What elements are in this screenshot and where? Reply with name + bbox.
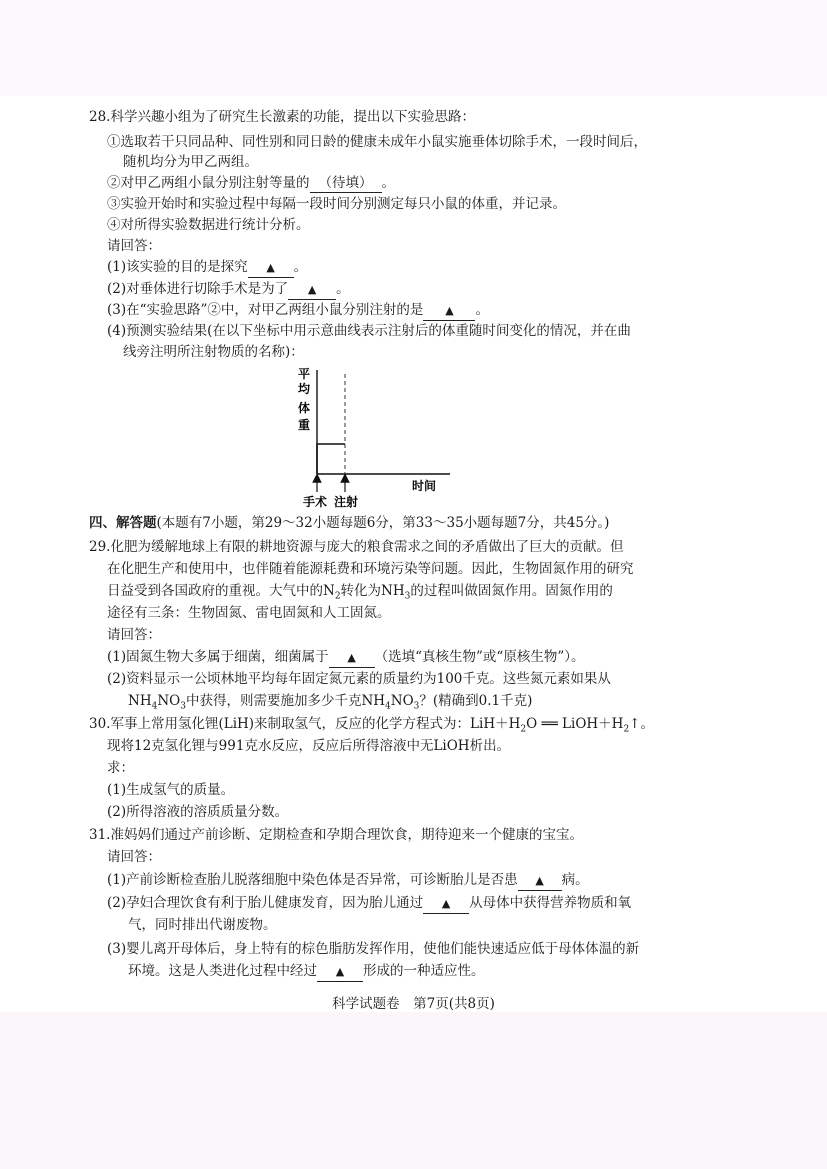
- weight-time-graph: [290, 362, 460, 512]
- q28-step3: ③实验开始时和实验过程中每隔一段时间分别测定每只小鼠的体重，并记录。: [107, 196, 566, 212]
- answer-blank: [288, 280, 336, 300]
- q31-sub3b: 环境。这是人类进化过程中经过 ▲ 形成的一种适应性。: [128, 962, 485, 982]
- triangle-mark-icon: ▲: [266, 261, 275, 274]
- q29-ask: 请回答：: [107, 627, 161, 643]
- q31-sub1: (1)产前诊断检查胎儿脱落细胞中染色体是否异常，可诊断胎儿是否患 ▲ 病。: [107, 871, 589, 891]
- q29-line1: 29.化肥为缓解地球上有限的耕地资源与庞大的粮食需求之间的矛盾做出了巨大的贡献。但: [89, 539, 624, 555]
- q31-sub2b: 气，同时排出代谢废物。: [128, 917, 277, 933]
- q28-step2: ②对甲乙两组小鼠分别注射等量的 （待填） 。: [107, 175, 395, 191]
- q30-line2: 现将12克氢化锂与991克水反应，反应后所得溶液中无LiOH析出。: [107, 738, 511, 754]
- q28-step1b: 随机均分为甲乙两组。: [123, 154, 258, 170]
- q28-ask: 请回答：: [107, 238, 161, 254]
- q29-line4: 途径有三条：生物固氮、雷电固氮和人工固氮。: [107, 605, 391, 621]
- q30-sub2: (2)所得溶液的溶质质量分数。: [107, 804, 289, 820]
- q28-step4: ④对所得实验数据进行统计分析。: [107, 217, 310, 233]
- q29-line2: 在化肥生产和使用中，也伴随着能源耗费和环境污染等问题。因此，生物固氮作用的研究: [107, 561, 634, 577]
- y-label-3: 体: [298, 401, 311, 415]
- y-label-4: 重: [298, 418, 311, 432]
- y-label-1: 平: [298, 367, 311, 381]
- q28-sub4a: (4)预测实验结果(在以下坐标中用示意曲线表示注射后的体重随时间变化的情况，并在曲: [107, 323, 631, 339]
- injection-label: 注射: [334, 495, 359, 509]
- triangle-mark-icon: ▲: [307, 283, 317, 296]
- surgery-label: 手术: [303, 495, 328, 509]
- top-margin-inner: [14, 0, 804, 96]
- q30-line1: 30.军事上常用氢化锂(LiH)来制取氢气，反应的化学方程式为：$LiH+H_2O$ ══ $LiOH+H_2↑$。: [89, 716, 654, 735]
- triangle-mark-icon: ▲: [441, 897, 451, 910]
- q31-line1: 31.准妈妈们通过产前诊断、定期检查和孕期合理饮食，期待迎来一个健康的宝宝。: [89, 827, 583, 843]
- triangle-mark-icon: ▲: [347, 651, 356, 664]
- answer-blank: [317, 962, 363, 982]
- q31-ask: 请回答：: [107, 849, 161, 865]
- q28-step1a: ①选取若干只同品种、同性别和同日龄的健康未成年小鼠实施垂体切除手术，一段时间后，: [107, 134, 647, 150]
- page-footer: 科学试题卷 第7页(共8页): [332, 996, 495, 1012]
- q29-sub1: (1)固氮生物大多属于细菌，细菌属于 ▲ （选填“真核生物”或“原核生物”）。: [107, 648, 584, 668]
- q29-sub2b: $NH_4NO_3$中获得，则需要施加多少千克$NH_4NO_3$？(精确到0.1千克): [128, 693, 533, 712]
- q29-line3: 日益受到各国政府的重视。大气中的$N_2$转化为$NH_3$的过程叫做固氮作用。固氮作用的: [107, 583, 613, 602]
- answer-blank: [329, 648, 375, 668]
- y-label-2: 均: [298, 382, 311, 396]
- answer-blank: [518, 871, 562, 891]
- section-4-heading: 四、解答题(本题有7小题，第29～32小题每题6分，第33～35小题每题7分，共45分。): [89, 515, 610, 531]
- q28-sub3: (3)在“实验思路”②中，对甲乙两组小鼠分别注射的是 ▲ 。: [107, 301, 489, 321]
- bottom-margin: [0, 1012, 827, 1169]
- q30-sub1: (1)生成氢气的质量。: [107, 782, 235, 798]
- q28-sub4b: 线旁注明所注射物质的名称)：: [123, 344, 304, 360]
- x-axis-label: 时间: [412, 479, 437, 493]
- q28-stem: 28.科学兴趣小组为了研究生长激素的功能，提出以下实验思路：: [89, 109, 475, 125]
- q30-ask: 求：: [107, 760, 134, 776]
- triangle-mark-icon: ▲: [445, 304, 454, 317]
- triangle-mark-icon: ▲: [335, 965, 345, 978]
- answer-blank: [248, 258, 294, 278]
- answer-blank: [423, 301, 475, 321]
- q29-sub2a: (2)资料显示一公顷林地平均每年固定氮元素的质量约为100千克。这些氮元素如果从: [107, 671, 611, 687]
- weight-curve: [317, 444, 345, 474]
- q28-sub1: (1)该实验的目的是探究 ▲ 。: [107, 258, 307, 278]
- answer-blank: [423, 894, 469, 914]
- q31-sub3a: (3)婴儿离开母体后，身上特有的棕色脂肪发挥作用，使他们能快速适应低于母体体温的新: [107, 941, 640, 957]
- triangle-mark-icon: ▲: [535, 874, 544, 887]
- q28-sub2: (2)对垂体进行切除手术是为了 ▲ 。: [107, 280, 350, 300]
- q31-sub2a: (2)孕妇合理饮食有利于胎儿健康发育，因为胎儿通过 ▲ 从母体中获得营养物质和氧: [107, 894, 631, 914]
- q28-step2-blank: （待填）: [310, 174, 382, 193]
